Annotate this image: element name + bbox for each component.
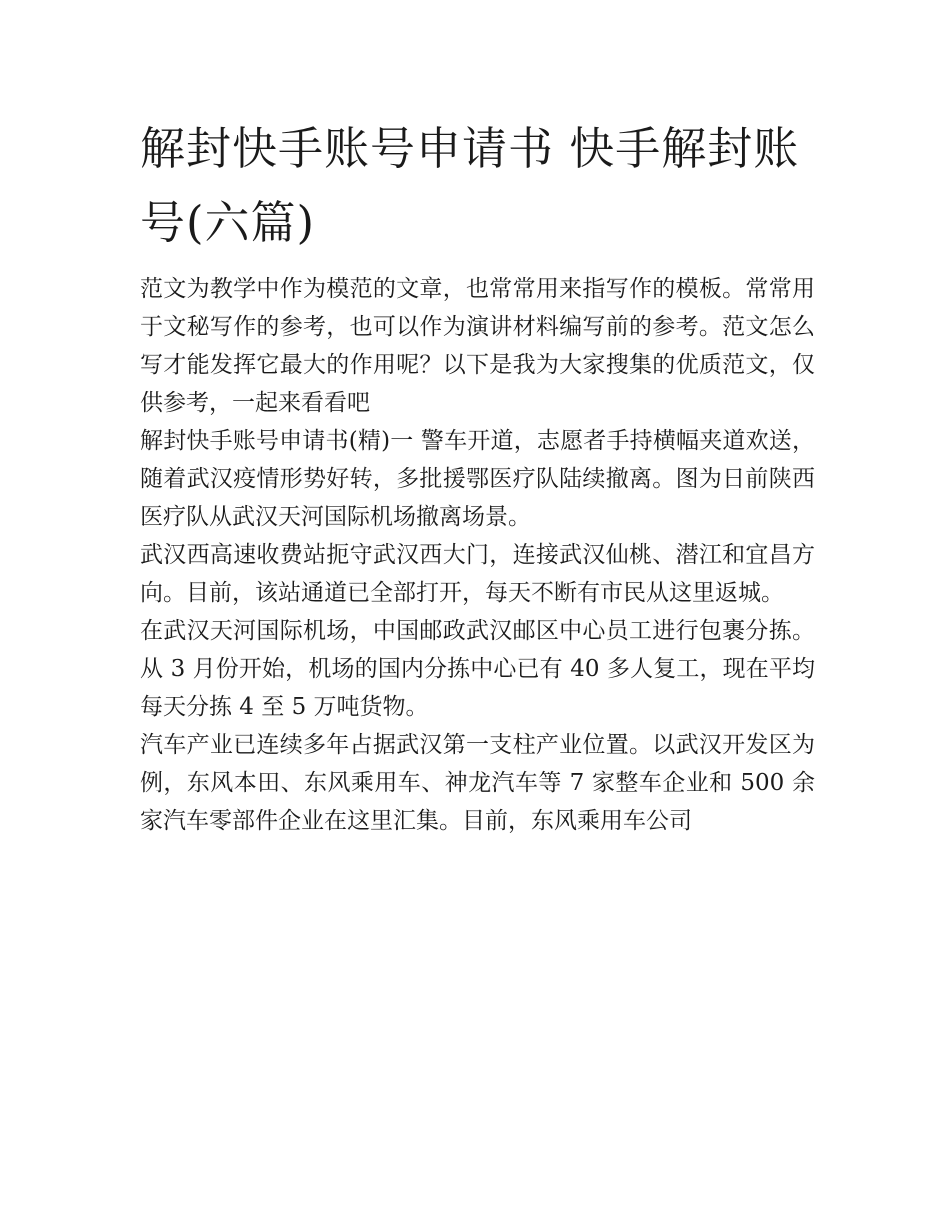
paragraph-auto-industry: 汽车产业已连续多年占据武汉第一支柱产业位置。以武汉开发区为例，东风本田、东风乘用车、神龙汽车等 7 家整车企业和 500 余家汽车零部件企业在这里汇集。目前，东风乘用车公司 [140, 732, 815, 834]
paragraph-medical-team: 解封快手账号申请书(精)一 警车开道，志愿者手持横幅夹道欢送，随着武汉疫情形势好转，多批援鄂医疗队陆续撤离。图为日前陕西医疗队从武汉天河国际机场撤离场景。 [140, 428, 815, 530]
intro-paragraph: 范文为教学中作为模范的文章，也常常用来指写作的模板。常常用于文秘写作的参考，也可以作为演讲材料编写前的参考。范文怎么写才能发挥它最大的作用呢？以下是我为大家搜集的优质范文，仅供参考，一起来看看吧 [140, 276, 815, 416]
document-page [140, 112, 815, 840]
paragraph-airport-postal: 在武汉天河国际机场，中国邮政武汉邮区中心员工进行包裹分拣。从 3 月份开始，机场的国内分拣中心已有 40 多人复工，现在平均每天分拣 4 至 5 万吨货物。 [140, 618, 815, 720]
paragraph-toll-station: 武汉西高速收费站扼守武汉西大门，连接武汉仙桃、潜江和宜昌方向。目前，该站通道已全部打开，每天不断有市民从这里返城。 [140, 542, 815, 606]
document-title: 解封快手账号申请书 快手解封账号(六篇) [140, 122, 800, 249]
